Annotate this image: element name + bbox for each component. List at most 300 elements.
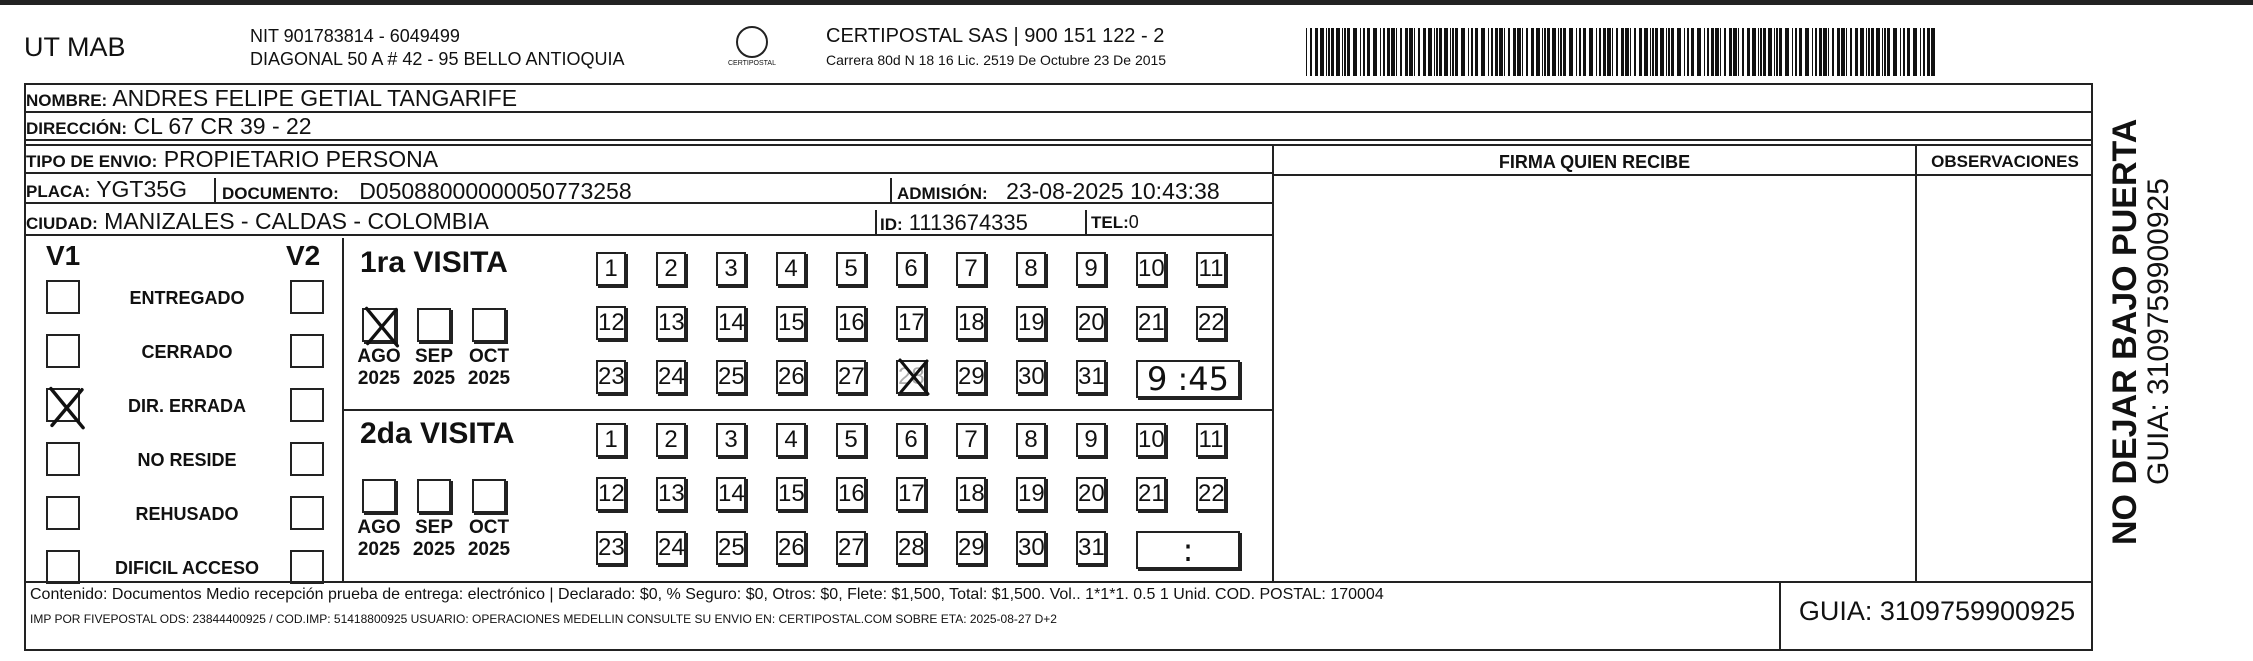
day-box: 29 [956, 531, 986, 565]
day-box: 23 [596, 360, 626, 394]
v2-checkbox [290, 550, 324, 584]
document-number: D05088000000050773258 [359, 178, 632, 204]
columns-header-divider [1272, 174, 2093, 176]
admission-label: ADMISIÓN: [897, 184, 988, 203]
barcode-bar [1328, 28, 1330, 76]
type-label: TIPO DE ENVIO: [26, 152, 158, 171]
barcode-bar [1391, 28, 1395, 76]
barcode-bar [1846, 28, 1847, 76]
barcode-bar [1434, 28, 1435, 76]
v1-label: V1 [46, 240, 81, 271]
barcode-bar [1405, 28, 1408, 76]
day-box: 18 [956, 306, 986, 340]
city: MANIZALES - CALDAS - COLOMBIA [104, 208, 489, 234]
barcode-bar [1331, 28, 1334, 76]
barcode-bar [1776, 28, 1778, 76]
barcode-bar [1792, 28, 1793, 76]
day-box: 29 [956, 360, 986, 394]
barcode-bar [1616, 28, 1618, 76]
barcode-bar [1841, 28, 1845, 76]
barcode-bar [1837, 28, 1840, 76]
barcode-bar [1785, 28, 1789, 76]
day-box: 19 [1016, 306, 1046, 340]
barcode-bar [1607, 28, 1611, 76]
row-divider [24, 144, 2093, 146]
barcode-bar [1884, 28, 1886, 76]
barcode-bar [1655, 28, 1658, 76]
barcode-bar [1409, 28, 1413, 76]
day-box: 26 [776, 531, 806, 565]
footer-content-line: Contenido: Documentos Medio recepción prueba de entrega: electrónico | Declarado: $0, % Seguro: $0, Otros: $0, Flete: $1,500, Total: $1,500. Vol.. 1*1*1. 0.5 1 Unid. COD. POSTAL: 170004 [30, 586, 1384, 603]
barcode-bar [1576, 28, 1577, 76]
tel-divider [1085, 210, 1087, 236]
id-cell [880, 210, 1028, 236]
tel-label: TEL: [1091, 213, 1129, 232]
barcode-bar [1752, 28, 1756, 76]
barcode-bar [1468, 28, 1469, 76]
day-box: 1 [596, 252, 626, 286]
barcode-bar [1687, 28, 1689, 76]
day-box: 15 [776, 477, 806, 511]
barcode-bar [1558, 28, 1559, 76]
barcode-bar [1418, 28, 1420, 76]
barcode-bar [1697, 28, 1701, 76]
day-box: 9 [1076, 252, 1106, 286]
barcode-bar [1599, 28, 1601, 76]
barcode-bar [1634, 28, 1636, 76]
day-box: 22 [1196, 306, 1226, 340]
status-label: NO RESIDE [137, 450, 237, 470]
day-box: 25 [716, 531, 746, 565]
day-box: 16 [836, 477, 866, 511]
barcode-bar [1347, 28, 1350, 76]
visit-divider [342, 409, 1272, 411]
day-box: 8 [1016, 423, 1046, 457]
barcode-bar [1920, 28, 1921, 76]
address-row [24, 113, 2093, 141]
barcode-bar [1360, 28, 1361, 76]
barcode-bar [1677, 28, 1681, 76]
barcode-bar [1513, 28, 1516, 76]
barcode-bar [1758, 28, 1759, 76]
id-label: ID: [880, 215, 903, 234]
status-label: ENTREGADO [129, 288, 245, 308]
month-checkbox [362, 479, 396, 513]
month-checkbox [417, 479, 451, 513]
side-guia: GUIA: 3109759900925 [2142, 178, 2175, 486]
day-box: 30 [1016, 531, 1046, 565]
address-label: DIRECCIÓN: [26, 119, 128, 138]
barcode-bar [1671, 28, 1674, 76]
type-row [24, 146, 1274, 174]
day-box: 24 [656, 531, 686, 565]
day-box: 13 [656, 306, 686, 340]
id-divider [875, 210, 877, 236]
v1-checkbox [46, 550, 80, 584]
barcode-bar [1812, 28, 1813, 76]
day-box: 4 [776, 252, 806, 286]
barcode-bar [1931, 28, 1935, 76]
barcode-bar [1733, 28, 1737, 76]
barcode-bar [1444, 28, 1448, 76]
day-box: 8 [1016, 252, 1046, 286]
month-name: OCT [468, 346, 510, 367]
day-box: 2 [656, 252, 686, 286]
barcode-bar [1461, 28, 1465, 76]
month-label [408, 517, 460, 561]
barcode-bar [1481, 28, 1485, 76]
v1-checkbox [46, 496, 80, 530]
barcode-bar [1805, 28, 1809, 76]
footer-print-line: IMP POR FIVEPOSTAL ODS: 23844400925 / COD.IMP: 51418800925 USUARIO: OPERACIONES MEDELLIN CONSULTE SU ENVIO EN: CERTIPOSTAL.COM SOBRE ETA: 2025-08-27 D+2 [30, 612, 1057, 626]
name-row [24, 85, 2093, 113]
barcode-bar [1630, 28, 1631, 76]
day-box: 19 [1016, 477, 1046, 511]
barcode-bar [1531, 28, 1534, 76]
day-number: 28 [898, 363, 925, 390]
month-year: 2025 [467, 368, 511, 389]
visit-title: 1ra VISITA [360, 246, 508, 279]
logo-icon [736, 26, 768, 58]
day-box: 27 [836, 360, 866, 394]
barcode-bar [1691, 28, 1694, 76]
barcode-bar [1439, 28, 1442, 76]
status-label: CERRADO [141, 342, 233, 362]
barcode-bar [1504, 28, 1505, 76]
tel-cell [1091, 212, 1139, 233]
barcode-bar [1400, 28, 1402, 76]
barcode [1306, 28, 1938, 76]
barcode-bar [1860, 28, 1864, 76]
barcode-bar [1724, 28, 1726, 76]
day-box: 10 [1136, 423, 1166, 457]
barcode-bar [1900, 28, 1901, 76]
barcode-bar [1913, 28, 1917, 76]
barcode-bar [1526, 28, 1528, 76]
barcode-bar [1320, 28, 1324, 76]
barcode-bar [1763, 28, 1766, 76]
handwritten-x-mark [360, 304, 404, 348]
day-box: 6 [896, 252, 926, 286]
barcode-bar [1715, 28, 1719, 76]
month-name: AGO [357, 346, 401, 367]
observations-header: OBSERVACIONES [1931, 152, 2079, 171]
side-warning: NO DEJAR BAJO PUERTA [2106, 118, 2144, 546]
day-box: 9 [1076, 423, 1106, 457]
status-label: DIR. ERRADA [127, 396, 246, 416]
day-box: 12 [596, 306, 626, 340]
recipient-name: ANDRES FELIPE GETIAL TANGARIFE [112, 85, 518, 111]
barcode-bar [1799, 28, 1802, 76]
barcode-bar [1373, 28, 1377, 76]
day-box: 21 [1136, 306, 1166, 340]
observations-left-border [1915, 144, 1917, 581]
admission-date: 23-08-2025 10:43:38 [1006, 178, 1220, 204]
day-box: 2 [656, 423, 686, 457]
tel: 0 [1128, 212, 1139, 232]
barcode-bar [1819, 28, 1822, 76]
month-year: 2025 [412, 368, 456, 389]
signature-header: FIRMA QUIEN RECIBE [1498, 152, 1691, 172]
barcode-bar [1563, 28, 1566, 76]
top-border [0, 0, 2253, 5]
status-label: REHUSADO [135, 504, 239, 524]
day-box: 10 [1136, 252, 1166, 286]
status-label: DIFICIL ACCESO [114, 558, 259, 578]
barcode-bar [1552, 28, 1556, 76]
day-box: 22 [1196, 477, 1226, 511]
day-box: 23 [596, 531, 626, 565]
v2-checkbox [290, 496, 324, 530]
barcode-bar [1544, 28, 1546, 76]
company-logo [722, 26, 782, 67]
barcode-bar [1326, 28, 1327, 76]
v2-checkbox [290, 334, 324, 368]
barcode-bar [1414, 28, 1415, 76]
v1-checkbox [46, 334, 80, 368]
company-line: CERTIPOSTAL SAS | 900 151 122 - 2 [826, 25, 1165, 47]
city-label: CIUDAD: [26, 214, 98, 233]
day-box: 27 [836, 531, 866, 565]
barcode-bar [1887, 28, 1890, 76]
signature-left-border [1272, 144, 1274, 581]
day-box: 13 [656, 477, 686, 511]
barcode-bar [1850, 28, 1852, 76]
month-name: SEP [414, 517, 454, 538]
license-line: Carrera 80d N 18 16 Lic. 2519 De Octubre 23 De 2015 [826, 52, 1167, 68]
barcode-bar [1704, 28, 1705, 76]
v2-checkbox [290, 442, 324, 476]
day-box: 20 [1076, 477, 1106, 511]
barcode-bar [1589, 28, 1593, 76]
barcode-bar [1560, 28, 1562, 76]
day-box: 5 [836, 423, 866, 457]
month-label [463, 517, 515, 561]
sender-nit: NIT 901783814 - 6049499 [250, 26, 460, 46]
name-label: NOMBRE: [26, 91, 108, 110]
day-box: 21 [1136, 477, 1166, 511]
month-checkbox [472, 308, 506, 342]
document-cell [222, 178, 632, 205]
barcode-bar [1383, 28, 1385, 76]
month-year: 2025 [357, 539, 401, 560]
document-label: DOCUMENTO: [222, 184, 339, 203]
barcode-bar [1832, 28, 1834, 76]
barcode-bar [1815, 28, 1817, 76]
barcode-bar [1387, 28, 1390, 76]
month-label [353, 346, 405, 390]
v1-checkbox [46, 280, 80, 314]
day-box: 30 [1016, 360, 1046, 394]
day-box: 24 [656, 360, 686, 394]
v2-checkbox [290, 388, 324, 422]
day-box: 17 [896, 477, 926, 511]
recipient-address: CL 67 CR 39 - 22 [133, 113, 312, 139]
month-label [408, 346, 460, 390]
barcode-bar [1522, 28, 1523, 76]
visit-title: 2da VISITA [360, 417, 515, 450]
barcode-bar [1639, 28, 1642, 76]
footer-divider [24, 581, 2093, 583]
v2-checkbox [290, 280, 324, 314]
barcode-bar [1310, 28, 1312, 76]
day-box: 25 [716, 360, 746, 394]
barcode-bar [1729, 28, 1732, 76]
month-checkbox [362, 308, 396, 342]
barcode-bar [1596, 28, 1597, 76]
day-box: 7 [956, 423, 986, 457]
barcode-bar [1747, 28, 1750, 76]
barcode-bar [1868, 28, 1870, 76]
barcode-bar [1625, 28, 1629, 76]
barcode-bar [1536, 28, 1540, 76]
barcode-bar [1855, 28, 1858, 76]
barcode-bar [1876, 28, 1880, 76]
v1-checkbox [46, 388, 80, 422]
admission-divider [890, 178, 892, 204]
plate-divider [214, 178, 216, 204]
day-box [896, 360, 926, 394]
barcode-bar [1882, 28, 1883, 76]
barcode-bar [1455, 28, 1458, 76]
month-label [463, 346, 515, 390]
barcode-bar [1720, 28, 1721, 76]
barcode-bar [1396, 28, 1397, 76]
barcode-bar [1547, 28, 1550, 76]
barcode-bar [1650, 28, 1651, 76]
month-year: 2025 [357, 368, 401, 389]
day-box: 17 [896, 306, 926, 340]
day-box: 16 [836, 306, 866, 340]
barcode-bar [1495, 28, 1498, 76]
barcode-bar [1823, 28, 1827, 76]
barcode-bar [1871, 28, 1874, 76]
day-box: 11 [1196, 252, 1226, 286]
barcode-bar [1707, 28, 1709, 76]
visit-time: 9 :45 [1136, 360, 1240, 398]
barcode-bar [1353, 28, 1357, 76]
handwritten-x-mark [894, 356, 934, 396]
barcode-bar [1471, 28, 1473, 76]
day-box: 14 [716, 306, 746, 340]
day-box: 5 [836, 252, 866, 286]
footer-guia: GUIA: 3109759900925 [1798, 596, 2076, 626]
barcode-bar [1517, 28, 1521, 76]
day-box: 15 [776, 306, 806, 340]
barcode-bar [1336, 28, 1340, 76]
barcode-bar [1768, 28, 1772, 76]
v2-label: V2 [286, 240, 321, 271]
barcode-bar [1779, 28, 1782, 76]
barcode-bar [1866, 28, 1867, 76]
barcode-bar [1738, 28, 1739, 76]
month-name: OCT [468, 517, 510, 538]
barcode-bar [1828, 28, 1829, 76]
barcode-bar [1603, 28, 1606, 76]
barcode-bar [1306, 28, 1307, 76]
day-box: 11 [1196, 423, 1226, 457]
barcode-bar [1907, 28, 1910, 76]
barcode-bar [1423, 28, 1426, 76]
barcode-bar [1684, 28, 1685, 76]
barcode-bar [1660, 28, 1664, 76]
barcode-bar [1428, 28, 1432, 76]
barcode-bar [1666, 28, 1667, 76]
day-box: 6 [896, 423, 926, 457]
barcode-bar [1583, 28, 1586, 76]
day-box: 18 [956, 477, 986, 511]
barcode-bar [1475, 28, 1478, 76]
barcode-bar [1652, 28, 1654, 76]
month-year: 2025 [412, 539, 456, 560]
barcode-bar [1436, 28, 1438, 76]
day-box: 20 [1076, 306, 1106, 340]
day-box: 31 [1076, 360, 1106, 394]
barcode-bar [1491, 28, 1493, 76]
barcode-bar [1903, 28, 1905, 76]
barcode-bar [1711, 28, 1714, 76]
barcode-bar [1795, 28, 1797, 76]
barcode-bar [1927, 28, 1930, 76]
barcode-bar [1344, 28, 1346, 76]
barcode-bar [1923, 28, 1925, 76]
sender-name: UT MAB [24, 32, 126, 62]
day-box: 14 [716, 477, 746, 511]
day-box: 4 [776, 423, 806, 457]
barcode-bar [1774, 28, 1775, 76]
shipment-type: PROPIETARIO PERSONA [163, 146, 439, 172]
day-box: 3 [716, 423, 746, 457]
barcode-bar [1380, 28, 1381, 76]
month-name: SEP [414, 346, 454, 367]
barcode-bar [1499, 28, 1503, 76]
day-box: 28 [896, 531, 926, 565]
day-box: 3 [716, 252, 746, 286]
day-box: 1 [596, 423, 626, 457]
day-box: 12 [596, 477, 626, 511]
month-checkbox [472, 479, 506, 513]
plate: YGT35G [96, 176, 187, 202]
barcode-bar [1363, 28, 1365, 76]
barcode-bar [1450, 28, 1451, 76]
barcode-bar [1893, 28, 1897, 76]
month-year: 2025 [467, 539, 511, 560]
barcode-bar [1569, 28, 1573, 76]
barcode-bar [1542, 28, 1543, 76]
barcode-bar [1508, 28, 1510, 76]
barcode-bar [1644, 28, 1648, 76]
barcode-bar [1315, 28, 1318, 76]
barcode-bar [1488, 28, 1489, 76]
logo-text: CERTIPOSTAL [728, 60, 776, 67]
day-box: 31 [1076, 531, 1106, 565]
plate-label: PLACA: [26, 182, 91, 201]
recipient-id: 1113674335 [908, 210, 1028, 235]
month-checkbox [417, 308, 451, 342]
barcode-bar [1612, 28, 1613, 76]
barcode-bar [1579, 28, 1581, 76]
barcode-bar [1342, 28, 1343, 76]
visit-time: : [1136, 531, 1240, 569]
barcode-bar [1668, 28, 1670, 76]
barcode-bar [1367, 28, 1370, 76]
barcode-bar [1742, 28, 1744, 76]
month-name: AGO [357, 517, 401, 538]
sender-address: DIAGONAL 50 A # 42 - 95 BELLO ANTIOQUIA [250, 49, 625, 69]
day-box: 7 [956, 252, 986, 286]
v1-checkbox [46, 442, 80, 476]
barcode-bar [1621, 28, 1624, 76]
